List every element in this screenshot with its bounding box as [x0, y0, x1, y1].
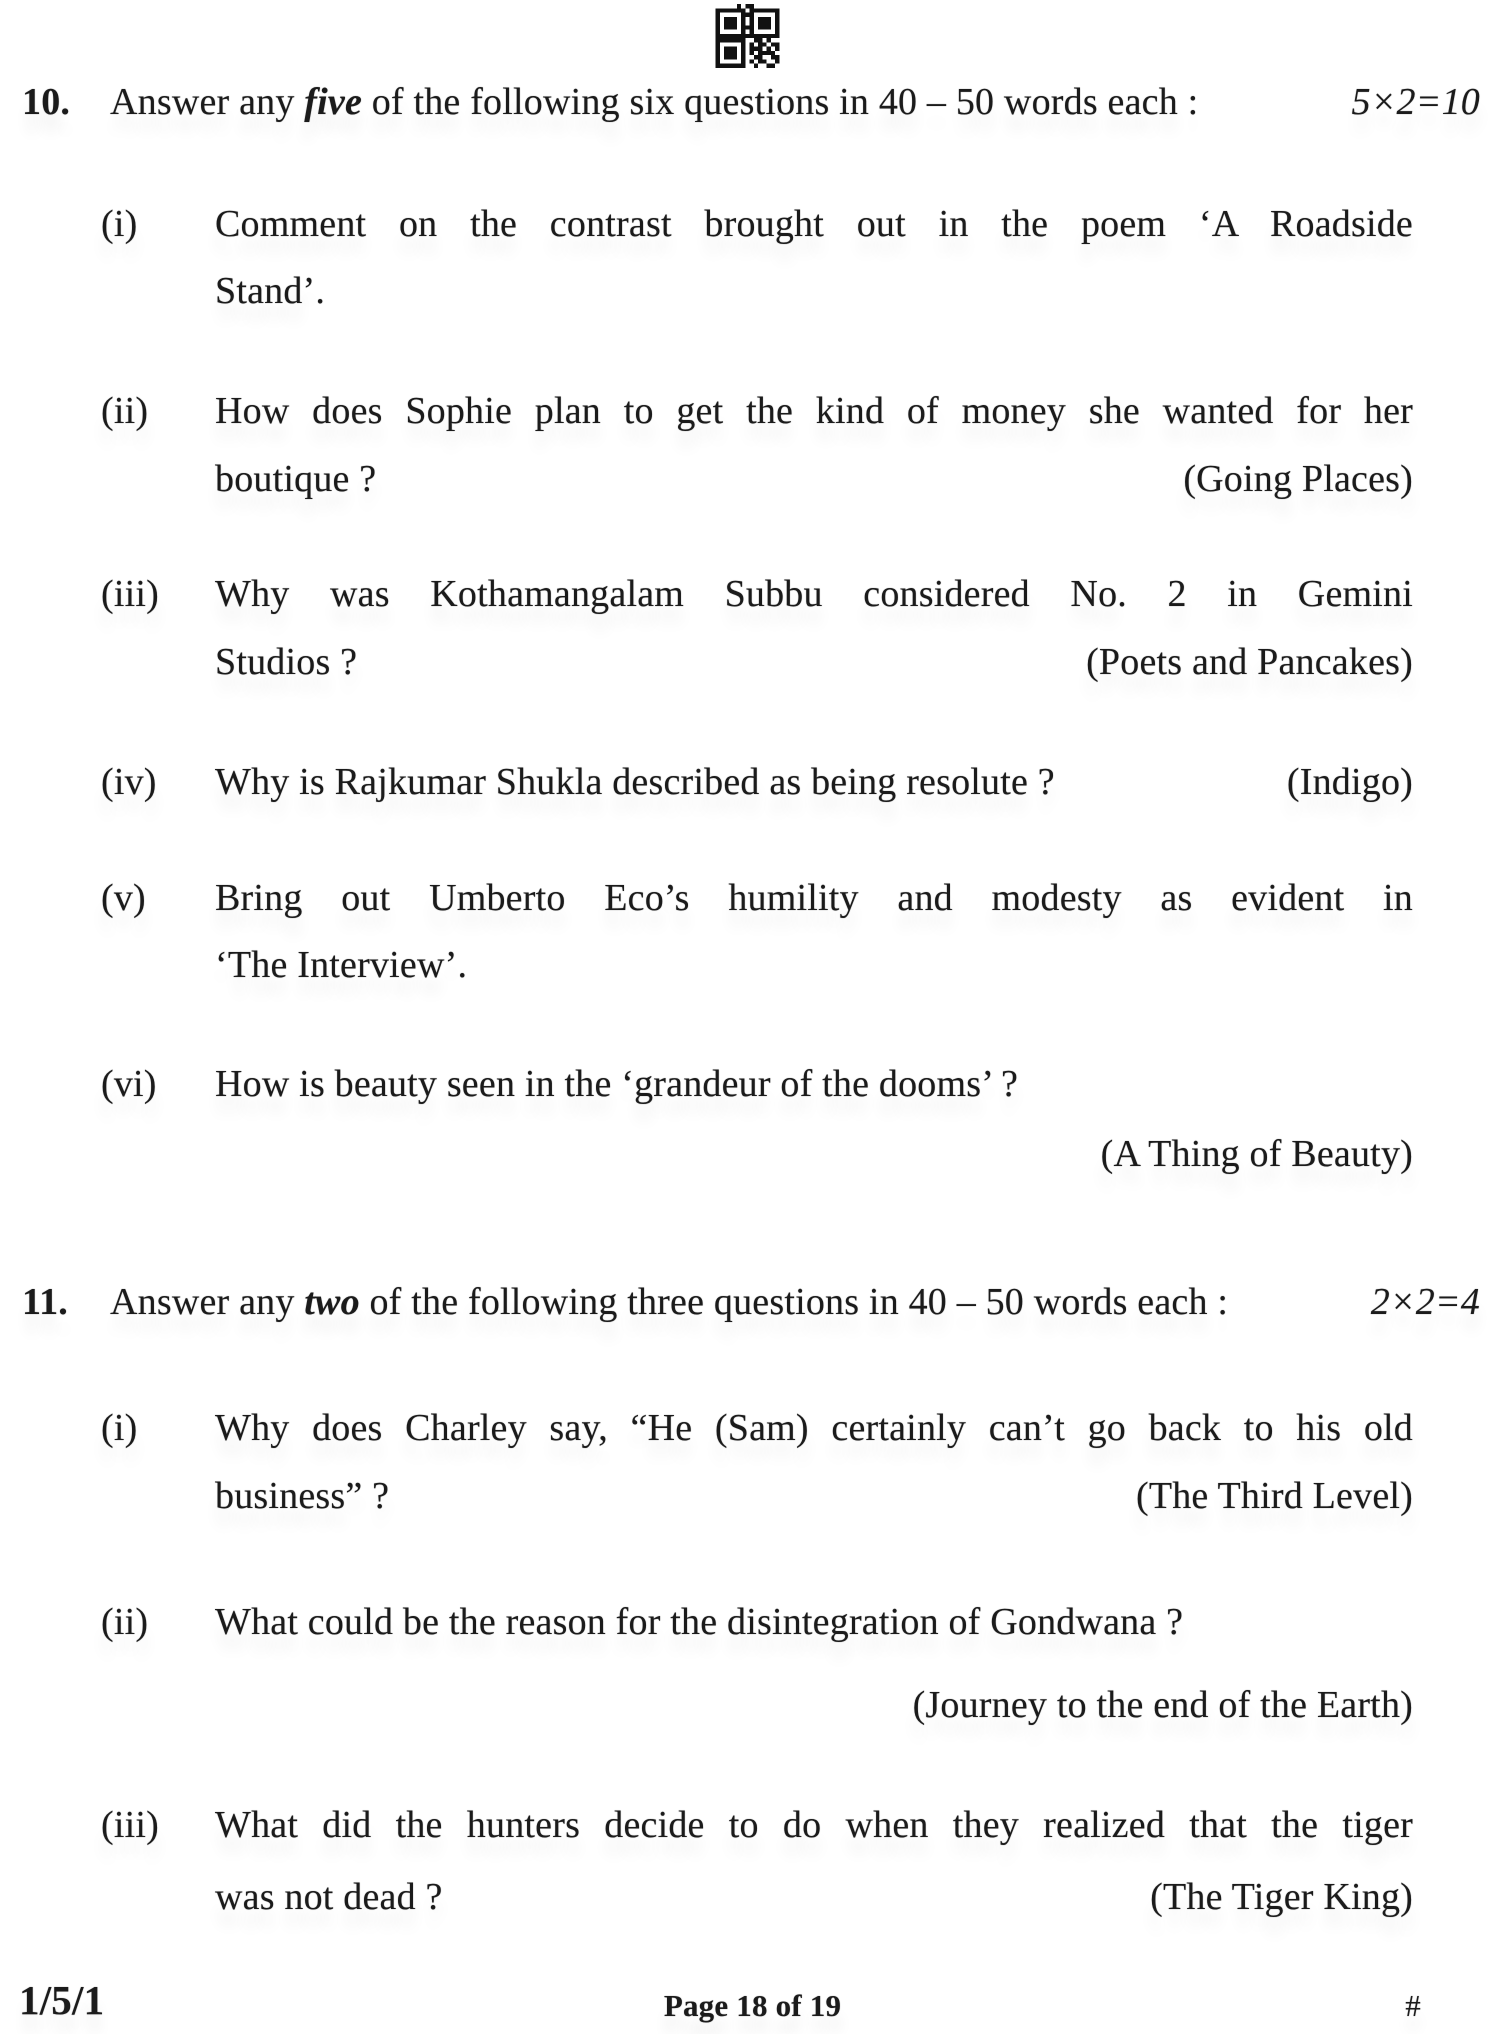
- q10-item-iv-line1-text: Why is Rajkumar Shukla described as being resolute ?: [215, 761, 1055, 803]
- q11-item-ii-line1: What could be the reason for the disintegration of Gondwana ?: [215, 1601, 1184, 1643]
- question-11-number: 11.: [22, 1281, 69, 1323]
- question-10-number: 10.: [22, 81, 71, 123]
- q10-item-vi-line1: How is beauty seen in the ‘grandeur of the dooms’ ?: [215, 1063, 1019, 1105]
- q11-item-iii-source: (The Tiger King): [1150, 1876, 1413, 1918]
- q10-item-vi-source-line: [215, 1130, 1413, 1178]
- question-11-instruction-emphasis: two: [304, 1281, 360, 1323]
- q10-item-iii-label: (iii): [101, 573, 159, 615]
- q10-item-iii-line1: Why was Kothamangalam Subbu considered No. 2 in Gemini: [215, 573, 1413, 615]
- q11-item-i-source: (The Third Level): [1135, 1475, 1413, 1517]
- q10-item-ii-label: (ii): [101, 390, 149, 432]
- footer-page-indicator: Page 18 of 19: [663, 1988, 842, 2023]
- q10-item-i-line2: Stand’.: [215, 270, 326, 312]
- q10-item-i-line1: Comment on the contrast brought out in the poem ‘A Roadside: [215, 203, 1413, 245]
- q10-item-ii-line2-text: boutique ?: [215, 458, 377, 500]
- q10-item-vi-source: (A Thing of Beauty): [1100, 1133, 1413, 1175]
- q10-item-ii-line1: How does Sophie plan to get the kind of money she wanted for her: [215, 390, 1413, 432]
- question-10-instruction-suffix: of the following six questions in 40 – 50 words each :: [362, 81, 1199, 123]
- q10-item-i-label: (i): [101, 203, 138, 245]
- q10-item-ii-source: (Going Places): [1183, 458, 1413, 500]
- q10-item-iii-source: (Poets and Pancakes): [1086, 641, 1413, 683]
- q11-item-iii-line2-text: was not dead ?: [215, 1876, 443, 1918]
- q10-item-v-label: (v): [101, 877, 146, 919]
- question-10-instruction: [110, 78, 1328, 126]
- q10-item-iv-label: (iv): [101, 761, 157, 803]
- q11-item-i-line2: [215, 1472, 1413, 1520]
- q10-item-vi-label: (vi): [101, 1063, 157, 1105]
- q11-item-i-label: (i): [101, 1407, 138, 1449]
- q11-item-ii-label: (ii): [101, 1601, 149, 1643]
- q10-item-v-line1: Bring out Umberto Eco’s humility and modesty as evident in: [215, 877, 1413, 919]
- question-11-marks: 2×2=4: [1370, 1281, 1480, 1323]
- q10-item-iv-source: (Indigo): [1286, 761, 1413, 803]
- footer-end-mark: #: [1405, 1988, 1421, 2023]
- q10-item-iii-line2: [215, 638, 1413, 686]
- q10-item-iii-line2-text: Studios ?: [215, 641, 358, 683]
- question-10-instruction-emphasis: five: [304, 81, 363, 123]
- q11-item-iii-line1: What did the hunters decide to do when they realized that the tiger: [215, 1804, 1413, 1846]
- question-11-header: [22, 1278, 1480, 1326]
- question-11-instruction-suffix: of the following three questions in 40 – 50 words each :: [359, 1281, 1229, 1323]
- question-11-instruction: [110, 1278, 1347, 1326]
- question-10-header: [22, 78, 1480, 126]
- q11-item-iii-label: (iii): [101, 1804, 159, 1846]
- footer-paper-code: 1/5/1: [19, 1977, 105, 2023]
- q11-item-ii-source-line: [215, 1681, 1413, 1729]
- q10-item-v-line2: ‘The Interview’.: [215, 944, 468, 986]
- q11-item-iii-line2: [215, 1873, 1413, 1921]
- qr-code-image: [714, 4, 781, 68]
- q11-item-i-line2-text: business” ?: [215, 1475, 390, 1517]
- q10-item-ii-line2: [215, 455, 1413, 503]
- question-10-instruction-prefix: Answer any: [110, 81, 305, 123]
- question-10-marks: 5×2=10: [1351, 81, 1480, 123]
- q11-item-ii-source: (Journey to the end of the Earth): [912, 1684, 1413, 1726]
- q10-item-iv-line1: [215, 758, 1413, 806]
- question-11-instruction-prefix: Answer any: [110, 1281, 305, 1323]
- q11-item-i-line1: Why does Charley say, “He (Sam) certainly can’t go back to his old: [215, 1407, 1413, 1449]
